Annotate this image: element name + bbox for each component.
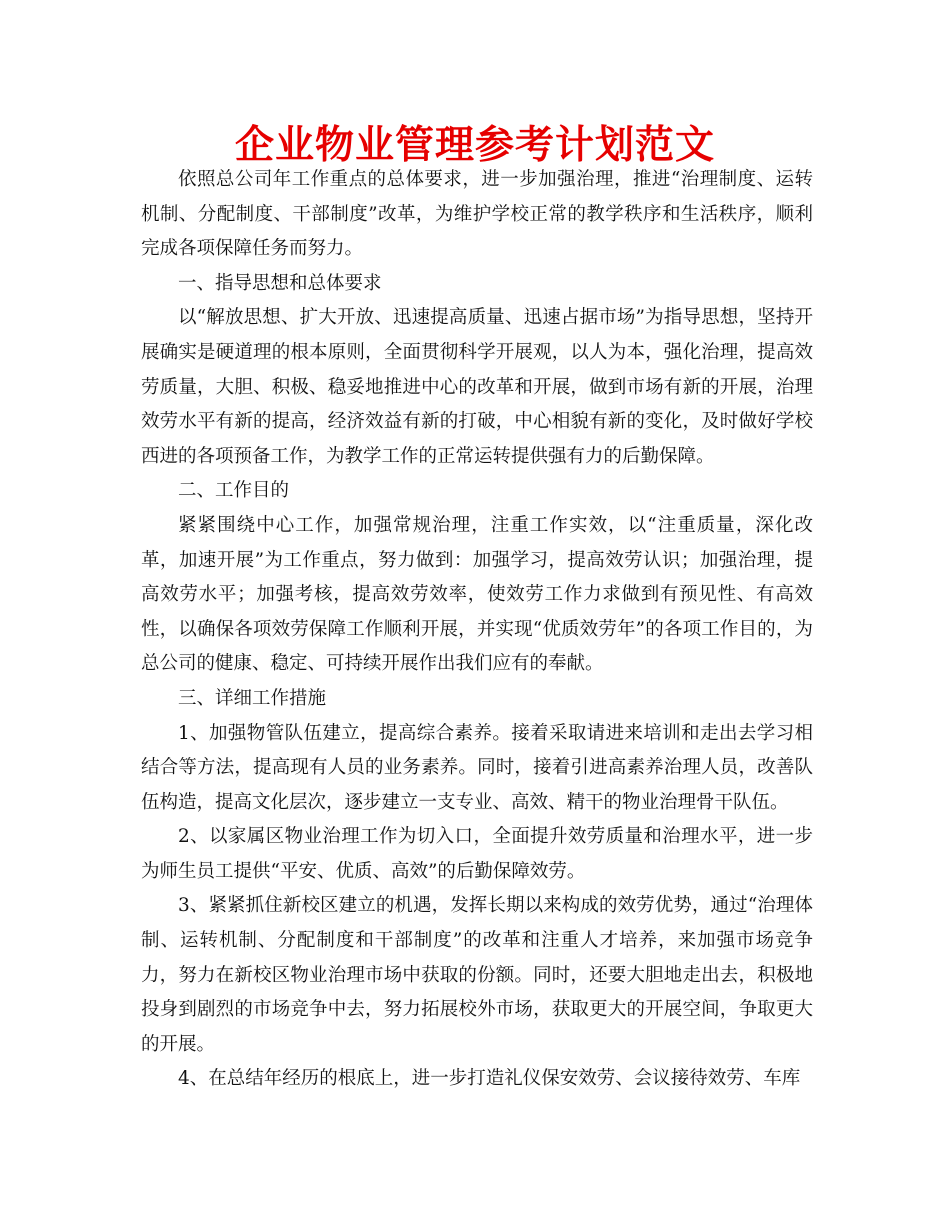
document-title: 企业物业管理参考计划范文 — [234, 122, 715, 168]
intro-paragraph: 依照总公司年工作重点的总体要求，进一步加强治理，推进“治理制度、运转机制、分配制度、干部制度”改革，为维护学校正常的教学秩序和生活秩序，顺利完成各项保障任务而努力。 — [141, 169, 813, 260]
measure-2-paragraph: 2、以家属区物业治理工作为切入口，全面提升效劳质量和治理水平，进一步为师生员工提供“平安、优质、高效”的后勤保障效劳。 — [141, 826, 813, 882]
section-heading-work-goals: 二、工作目的 — [178, 480, 290, 502]
measure-3-paragraph: 3、紧紧抓住新校区建立的机遇，发挥长期以来构成的效劳优势，通过“治理体制、运转机制、分配制度和干部制度”的改革和注重人才培养，来加强市场竞争力，努力在新校区物业治理市场中获取的份额。同时，还要大胆地走出去，积极地投身到剧烈的市场竞争中去，努力拓展校外市场，获取更大的开展空间，争取更大的开展。 — [141, 895, 813, 1055]
guiding-ideology-paragraph: 以“解放思想、扩大开放、迅速提高质量、迅速占据市场”为指导思想，坚持开展确实是硬道理的根本原则，全面贯彻科学开展观，以人为本，强化治理，提高效劳质量，大胆、积极、稳妥地推进中心的改革和开展，做到市场有新的开展，治理效劳水平有新的提高，经济效益有新的打破，中心相貌有新的变化，及时做好学校西进的各项预备工作，为教学工作的正常运转提供强有力的后勤保障。 — [141, 307, 813, 467]
document-body — [141, 163, 813, 1097]
measure-4-paragraph: 4、在总结年经历的根底上，进一步打造礼仪保安效劳、会议接待效劳、车库 — [178, 1068, 801, 1090]
measure-1-paragraph: 1、加强物管队伍建立，提高综合素养。接着采取请进来培训和走出去学习相结合等方法，提高现有人员的业务素养。同时，接着引进高素养治理人员，改善队伍构造，提高文化层次，逐步建立一支专业、高效、精干的物业治理骨干队伍。 — [141, 722, 813, 813]
section-heading-work-measures: 三、详细工作措施 — [178, 687, 327, 709]
work-goals-paragraph: 紧紧围绕中心工作，加强常规治理，注重工作实效，以“注重质量，深化改革，加速开展”为工作重点，努力做到：加强学习，提高效劳认识；加强治理，提高效劳水平；加强考核，提高效劳效率，使效劳工作力求做到有预见性、有高效性，以确保各项效劳保障工作顺利开展，并实现“优质效劳年”的各项工作目的，为总公司的健康、稳定、可持续开展作出我们应有的奉献。 — [141, 514, 813, 675]
section-heading-guiding-ideology: 一、指导思想和总体要求 — [178, 272, 382, 294]
